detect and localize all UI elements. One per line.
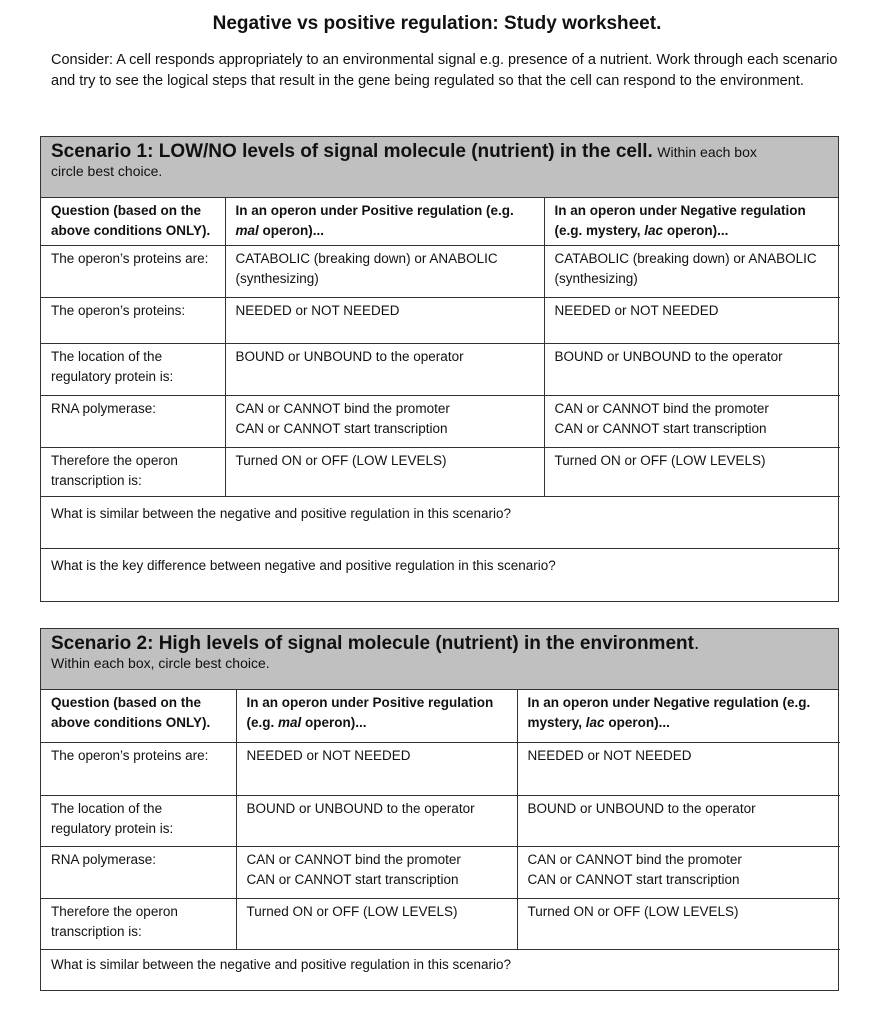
- col-negative-header: In an operon under Negative regulation (e.g. mystery, lac operon)...: [517, 690, 840, 742]
- question-cell: The operon’s proteins:: [41, 297, 225, 343]
- positive-choice-cell[interactable]: BOUND or UNBOUND to the operator: [236, 795, 517, 846]
- scenario-1-table: [40, 136, 839, 602]
- negative-choice-cell[interactable]: Turned ON or OFF (LOW LEVELS): [544, 447, 840, 496]
- question-cell: RNA polymerase:: [41, 846, 236, 898]
- difference-question-row: [41, 548, 840, 601]
- negative-choice-cell[interactable]: CAN or CANNOT bind the promoter CAN or CANNOT start transcription: [544, 395, 840, 447]
- table-row: [41, 846, 840, 898]
- scenario-1-heading: Scenario 1: LOW/NO levels of signal molecule (nutrient) in the cell.: [51, 141, 653, 162]
- scenario-2-header: [41, 629, 838, 690]
- negative-choice-cell[interactable]: CATABOLIC (breaking down) or ANABOLIC (synthesizing): [544, 245, 840, 297]
- scenario-1-header: [41, 137, 838, 198]
- table-row: [41, 395, 840, 447]
- similar-question-row: [41, 949, 840, 990]
- table-row: [41, 447, 840, 496]
- scenario-2-heading: Scenario 2: High levels of signal molecule (nutrient) in the environment.: [51, 633, 700, 654]
- col-negative-header: In an operon under Negative regulation (e.g. mystery, lac operon)...: [544, 198, 840, 245]
- scenario-1-instruction-a: Within each box: [657, 144, 757, 160]
- table-header-row: [41, 198, 840, 245]
- table-row: [41, 297, 840, 343]
- positive-choice-cell[interactable]: Turned ON or OFF (LOW LEVELS): [236, 898, 517, 949]
- table-header-row: [41, 690, 840, 742]
- scenario-1-grid: [41, 198, 840, 601]
- col-positive-header: In an operon under Positive regulation (e.g. mal operon)...: [225, 198, 544, 245]
- question-cell: Therefore the operon transcription is:: [41, 447, 225, 496]
- similar-question-row: [41, 496, 840, 548]
- positive-choice-cell[interactable]: NEEDED or NOT NEEDED: [225, 297, 544, 343]
- positive-choice-cell[interactable]: CAN or CANNOT bind the promoter CAN or CANNOT start transcription: [236, 846, 517, 898]
- col-question-header: Question (based on the above conditions ONLY).: [41, 690, 236, 742]
- scenario-2-table: [40, 628, 839, 991]
- scenario-2-instruction: Within each box, circle best choice.: [51, 655, 270, 671]
- positive-choice-cell[interactable]: NEEDED or NOT NEEDED: [236, 742, 517, 795]
- question-cell: The location of the regulatory protein is:: [41, 795, 236, 846]
- scenario-2-grid: [41, 690, 840, 990]
- similar-question[interactable]: What is similar between the negative and positive regulation in this scenario?: [41, 949, 840, 990]
- negative-choice-cell[interactable]: NEEDED or NOT NEEDED: [544, 297, 840, 343]
- scenario-1-instruction-b: circle best choice.: [51, 163, 163, 179]
- positive-choice-cell[interactable]: BOUND or UNBOUND to the operator: [225, 343, 544, 395]
- table-row: [41, 898, 840, 949]
- negative-choice-cell[interactable]: CAN or CANNOT bind the promoter CAN or CANNOT start transcription: [517, 846, 840, 898]
- table-row: [41, 742, 840, 795]
- negative-choice-cell[interactable]: BOUND or UNBOUND to the operator: [544, 343, 840, 395]
- positive-choice-cell[interactable]: Turned ON or OFF (LOW LEVELS): [225, 447, 544, 496]
- question-cell: The location of the regulatory protein is:: [41, 343, 225, 395]
- worksheet-title: Negative vs positive regulation: Study worksheet.: [212, 13, 662, 34]
- intro-paragraph: Consider: A cell responds appropriately to an environmental signal e.g. presence of a nutrient. Work through each scenario and try to see the logical steps that result in the gene being regulated so that the cell can respond to the environment.: [51, 52, 838, 89]
- similar-question[interactable]: What is similar between the negative and positive regulation in this scenario?: [41, 496, 840, 548]
- negative-choice-cell[interactable]: NEEDED or NOT NEEDED: [517, 742, 840, 795]
- question-cell: Therefore the operon transcription is:: [41, 898, 236, 949]
- table-row: [41, 343, 840, 395]
- question-cell: The operon’s proteins are:: [41, 742, 236, 795]
- question-cell: The operon’s proteins are:: [41, 245, 225, 297]
- col-positive-header: In an operon under Positive regulation (e.g. mal operon)...: [236, 690, 517, 742]
- positive-choice-cell[interactable]: CAN or CANNOT bind the promoter CAN or CANNOT start transcription: [225, 395, 544, 447]
- table-row: [41, 795, 840, 846]
- question-cell: RNA polymerase:: [41, 395, 225, 447]
- col-question-header: Question (based on the above conditions ONLY).: [41, 198, 225, 245]
- difference-question[interactable]: What is the key difference between negative and positive regulation in this scenario?: [41, 548, 840, 601]
- table-row: [41, 245, 840, 297]
- negative-choice-cell[interactable]: Turned ON or OFF (LOW LEVELS): [517, 898, 840, 949]
- negative-choice-cell[interactable]: BOUND or UNBOUND to the operator: [517, 795, 840, 846]
- positive-choice-cell[interactable]: CATABOLIC (breaking down) or ANABOLIC (synthesizing): [225, 245, 544, 297]
